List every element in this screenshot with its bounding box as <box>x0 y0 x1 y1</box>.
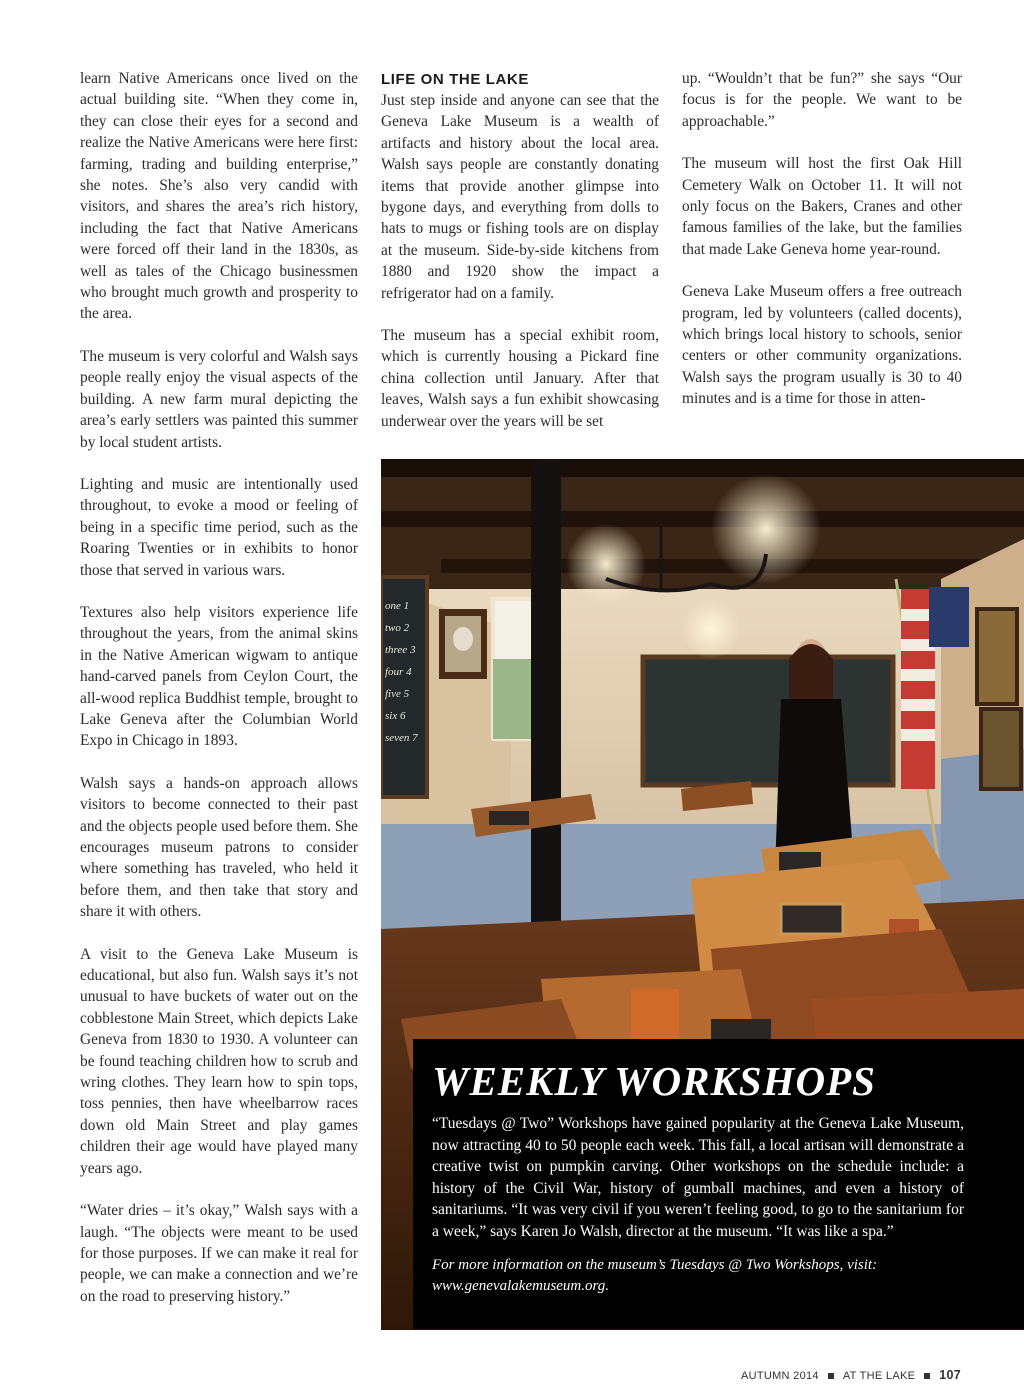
footer-separator <box>828 1373 834 1379</box>
page-number: 107 <box>939 1368 961 1382</box>
sidebar-more-info: For more information on the museum’s Tuesdays @ Two Workshops, visit: www.genevalakemuseum.org. <box>432 1256 878 1294</box>
paragraph: The museum has a special exhibit room, which is currently housing a Pickard fine china collection until January. After that leaves, Walsh says a fun exhibit showcasing underwear over the years will be set <box>381 327 659 430</box>
footer-season: AUTUMN 2014 <box>740 1370 819 1382</box>
paragraph: Textures also help visitors experience life throughout the years, from the animal skins in the Native American wigwam to antique hand-carved panels from Ceylon Court, the all-wood replica Buddhist temple, brought to Lake Geneva after the Columbian World Expo in Chicago in 1893. <box>80 603 358 750</box>
page-footer <box>741 1368 961 1382</box>
paragraph: up. “Wouldn’t that be fun?” she says “Our focus is for the people. We want to be approachable.” <box>682 70 962 130</box>
chalk-word: two 2 <box>385 622 410 634</box>
article-column-2 <box>381 68 659 453</box>
workshops-sidebar <box>413 1039 1024 1329</box>
paragraph: learn Native Americans once lived on the actual building site. “When they come in, they can close their eyes for a second and realize the Native Americans were here first: farming, trading and building enterprise,” she notes. She’s also very candid with visitors, and shares the area’s rich history, including the fact that Native Americans were forced off their land in the 1830s, as well as tales of the Chicago businessmen who brought much growth and prosperity to the area. <box>80 70 358 323</box>
section-heading: LIFE ON THE LAKE <box>381 71 529 88</box>
paragraph: “Water dries – it’s okay,” Walsh says with a laugh. “The objects were meant to be used for those purposes. If we can make it real for people, we can make a connection and we’re on the road to preserving history.” <box>80 1202 358 1305</box>
article-column-3 <box>682 68 962 431</box>
footer-separator <box>924 1373 930 1379</box>
chalk-word: six 6 <box>385 710 406 722</box>
article-column-1 <box>80 68 358 1328</box>
sidebar-body: “Tuesdays @ Two” Workshops have gained popularity at the Geneva Lake Museum, now attracting 40 to 50 people each week. This fall, a local artisan will demonstrate a creative twist on pumpkin carving. Other workshops on the schedule include: a history of the Civil War, history of gumball machines, and even a history of sanitariums. “It was very civil if you weren’t feeling good, to go to the sanitarium for a week,” says Karen Jo Walsh, director at the museum. “It was like a spa.” <box>432 1115 964 1240</box>
paragraph: The museum will host the first Oak Hill Cemetery Walk on October 11. It will not only focus on the Bakers, Cranes and other famous families of the lake, but the families that made Lake Geneva home year-round. <box>682 155 962 258</box>
paragraph: The museum is very colorful and Walsh says people really enjoy the visual aspects of the building. A new farm mural depicting the area’s early settlers was painted this summer by local student artists. <box>80 347 358 451</box>
footer-magazine: AT THE LAKE <box>842 1370 916 1382</box>
chalk-word: three 3 <box>385 644 416 656</box>
paragraph: A visit to the Geneva Lake Museum is educational, but also fun. Walsh says it’s not unusual to have buckets of water out on the cobblestone Main Street, which depicts Lake Geneva from 1830 to 1930. A volunteer can be found teaching children how to scrub and wring clothes. They learn how to spin tops, toss pennies, then have wheelbarrow races down old Main Street and play games children their age would have played many years ago. <box>80 945 358 1177</box>
paragraph: Lighting and music are intentionally used throughout, to evoke a mood or feeling of being in a specific time period, such as the Roaring Twenties or in exhibits to honor those that served in various wars. <box>80 475 358 579</box>
paragraph: Geneva Lake Museum offers a free outreach program, led by volunteers (called docents), which brings local history to schools, senior centers or other community organizations. Walsh says the program usually is 30 to 40 minutes and is a time for those in atten- <box>682 283 962 408</box>
paragraph: Walsh says a hands-on approach allows visitors to become connected to their past and the objects people used before them. She encourages museum patrons to consider where something has traveled, who held it before them, and then take that story and share it with others. <box>80 774 358 921</box>
chalk-word: five 5 <box>385 688 410 700</box>
sidebar-title: WEEKLY WORKSHOPS <box>432 1058 876 1104</box>
chalk-word: seven 7 <box>385 732 418 744</box>
paragraph: Just step inside and anyone can see that the Geneva Lake Museum is a wealth of artifacts and history about the local area. Walsh says people are constantly donating items that provide another glimpse into bygone days, and everything from dolls to hats to mugs or fishing tools are on display at the museum. Side-by-side kitchens from 1880 and 1920 show the impact a refrigerator had on a family. <box>381 92 659 302</box>
chalk-word: one 1 <box>385 600 410 612</box>
chalk-word: four 4 <box>385 666 412 678</box>
